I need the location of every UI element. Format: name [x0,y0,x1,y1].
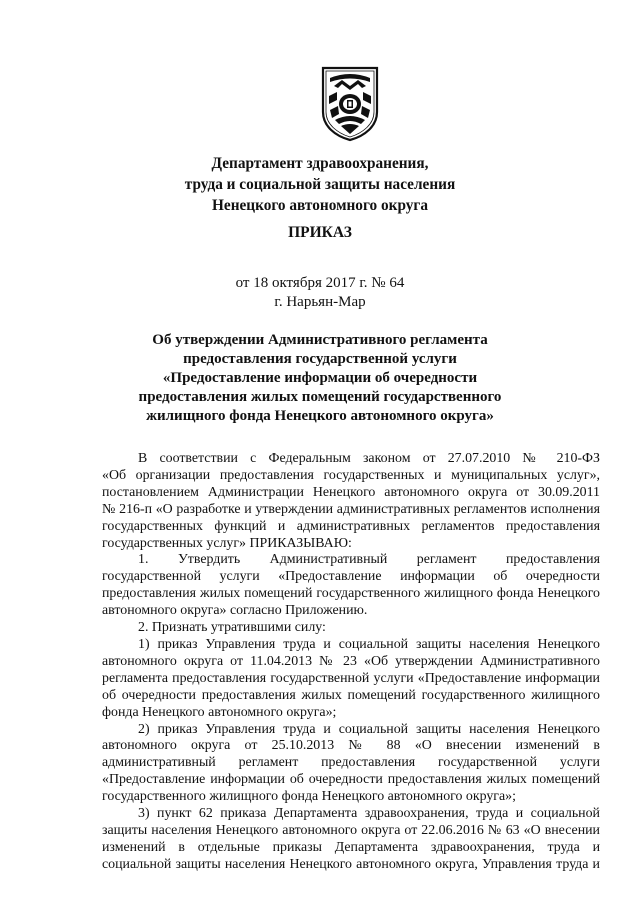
order-date-number: от 18 октября 2017 г. № 64 [235,275,405,291]
text-line: № 216-п «О разработке и утверждении административных регламентов исполнения [102,501,600,517]
text-line: изменений в отдельные приказы Департамента здравоохранения, труда и [102,839,600,855]
text-line: «Предоставление информации об очередности предоставления жилых помещений [102,772,600,788]
item-2-paragraph [102,620,600,637]
text-line: автономного округа» согласно Приложению. [102,603,368,619]
order-city: г. Нарьян-Мар [274,294,366,310]
subject-line: предоставления государственной услуги [183,351,457,367]
subitem-2-paragraph [102,722,600,807]
text-line: 1) приказ Управления труда и социальной защиты населения Ненецкого [138,636,600,652]
department-line: Ненецкого автономного округа [212,197,428,214]
subitem-1-paragraph [102,637,600,722]
text-line: 2) приказ Управления труда и социальной защиты населения Ненецкого [138,721,600,737]
coat-of-arms-icon [321,66,379,142]
text-line: автономного округа от 11.04.2013 № 23 «Об утверждении Административного [102,653,600,669]
text-line: государственных функций и административных регламентов предоставления [102,518,600,534]
department-line: Департамент здравоохранения, [211,155,429,172]
text-line: автономного округа от 25.10.2013 № 88 «О внесении изменений в [102,738,600,754]
subject-line: жилищного фонда Ненецкого автономного округа» [146,408,494,424]
order-body [102,451,600,874]
text-line: об очередности предоставления жилых помещений государственного жилищного [102,687,600,703]
text-line: В соответствии с Федеральным законом от 27.07.2010 № 210-ФЗ [138,451,600,466]
text-line: защиты населения Ненецкого автономного округа от 22.06.2016 № 63 «О внесении [102,822,600,838]
text-line: административный регламент предоставления государственной услуги [102,755,600,771]
text-line: социальной защиты населения Ненецкого автономного округа, Управления труда и [102,856,600,872]
order-subject [0,331,640,426]
text-line: 2. Признать утратившими силу: [138,620,326,636]
text-line: государственных услуг» ПРИКАЗЫВАЮ: [102,535,352,551]
document-type: ПРИКАЗ [288,224,352,241]
department-name [0,153,640,216]
department-line: труда и социальной защиты населения [184,176,456,193]
date-and-number [0,274,640,312]
subject-line: «Предоставление информации об очередности [162,370,478,386]
text-line: государственной услуги «Предоставление информации об очередности [102,569,600,585]
text-line: регламента предоставления государственной услуги «Предоставление информации [102,670,600,686]
subject-line: Об утверждении Административного регламента [152,332,488,348]
text-line: «Об организации предоставления государственных и муниципальных услуг», [102,467,600,483]
text-line: государственного жилищного фонда Ненецкого автономного округа»; [102,789,516,805]
intro-paragraph [102,451,600,552]
text-line: 1. Утвердить Административный регламент предоставления [138,552,600,568]
text-line: фонда Ненецкого автономного округа»; [102,704,337,720]
subject-line: предоставления жилых помещений государственного [138,389,502,405]
text-line: постановлением Администрации Ненецкого автономного округа от 30.09.2011 [102,484,600,500]
text-line: 3) пункт 62 приказа Департамента здравоохранения, труда и социальной [138,806,600,822]
text-line: предоставления жилых помещений государственного жилищного фонда Ненецкого [102,586,600,602]
item-1-paragraph [102,552,600,620]
subitem-3-paragraph [102,806,600,874]
